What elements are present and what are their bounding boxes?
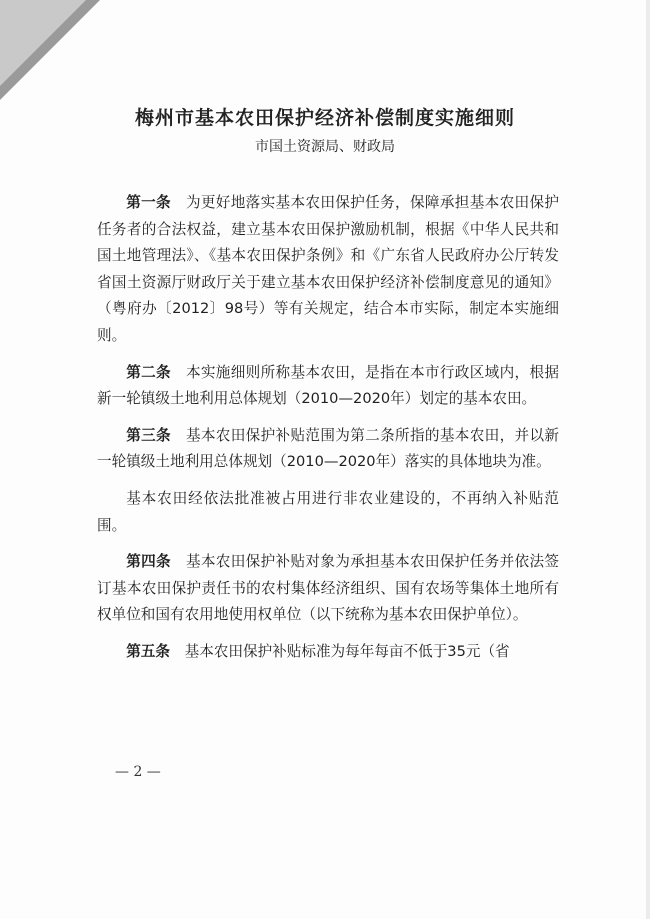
document-body: [97, 190, 559, 676]
article-3-continuation-paragraph: [97, 486, 559, 539]
article-text: 基本农田经依法批准被占用进行非农业建设的，不再纳入补贴范围。: [97, 489, 559, 534]
article-number: 第五条: [126, 642, 170, 660]
article-number: 第二条: [126, 363, 171, 381]
article-4-paragraph: [97, 549, 559, 629]
article-text: 基本农田保护补贴对象为承担基本农田保护任务并依法签订基本农田保护责任书的农村集体经济组织、国有农场等集体土地所有权单位和国有农用地使用权单位（以下统称为基本农田保护单位）。: [97, 553, 559, 624]
article-text: 本实施细则所称基本农田，是指在本市行政区域内，根据新一轮镇级土地利用总体规划（2010—2020年）划定的基本农田。: [97, 363, 559, 408]
article-number: 第三条: [126, 426, 171, 444]
article-number: 第一条: [126, 194, 171, 211]
article-text: 基本农田保护补贴范围为第二条所指的基本农田，并以新一轮镇级土地利用总体规划（2010—2020年）落实的具体地块为准。: [97, 426, 559, 471]
article-3-paragraph: [97, 423, 559, 476]
article-text: 为更好地落实基本农田保护任务，保障承担基本农田保护任务者的合法权益，建立基本农田保护激励机制，根据《中华人民共和国土地管理法》、《基本农田保护条例》和《广东省人民政府办公厅转发省国土资源厅财政厅关于建立基本农田保护经济补偿制度意见的通知》（粤府办〔2012〕98号）等有关规定，结合本市实际，制定本实施细则。: [97, 194, 559, 344]
article-1-paragraph: [97, 190, 559, 350]
document-issuer: 市国土资源局、财政局: [255, 139, 395, 155]
folded-corner-shade: [0, 0, 86, 86]
document-title: 梅州市基本农田保护经济补偿制度实施细则: [134, 107, 515, 129]
page-number: — 2 —: [115, 764, 161, 780]
article-number: 第四条: [126, 553, 171, 571]
article-5-paragraph: [97, 639, 559, 666]
article-text: 基本农田保护补贴标准为每年每亩不低于35元（省: [184, 642, 510, 660]
article-2-paragraph: [97, 360, 559, 413]
